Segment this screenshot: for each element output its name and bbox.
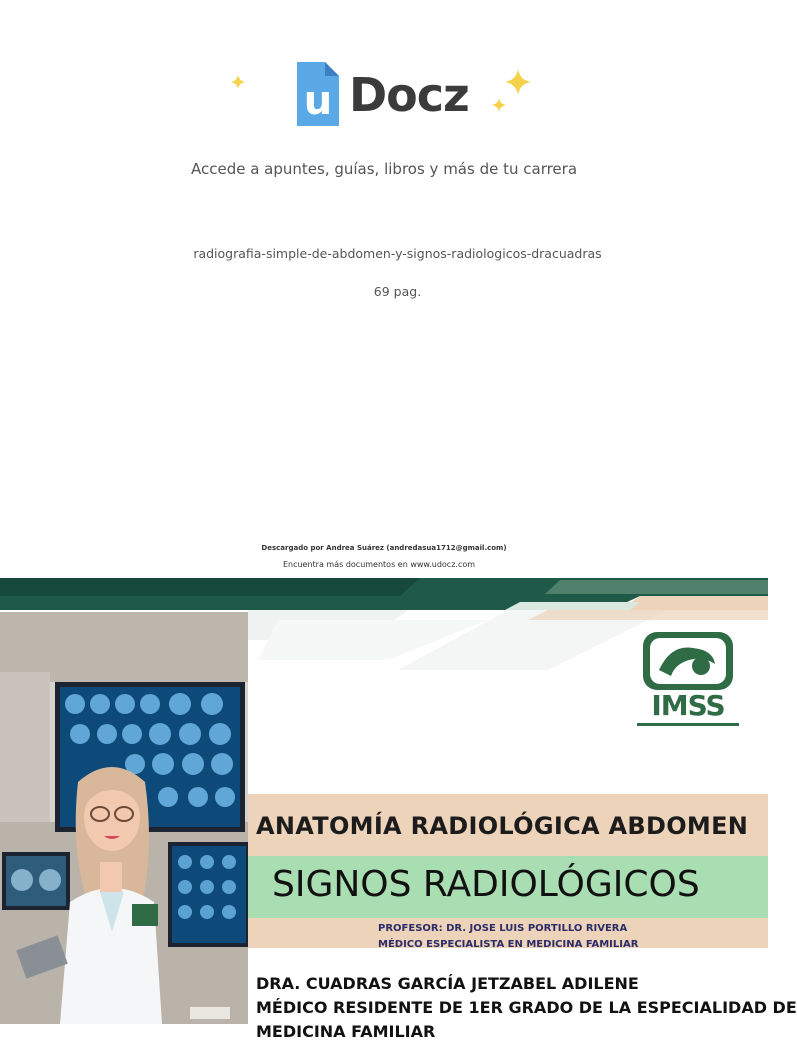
title-slide xyxy=(0,576,797,1041)
imss-eagle-icon xyxy=(641,630,735,692)
logo-letter: u xyxy=(303,78,333,124)
page-count: 69 pag. xyxy=(373,284,422,299)
imss-logo xyxy=(635,628,741,738)
document-logo-icon xyxy=(293,58,343,130)
doctor-illustration xyxy=(0,612,248,1024)
sparkle-icon xyxy=(231,75,245,89)
more-documents-link[interactable]: Encuentra más documentos en www.udocz.com xyxy=(282,560,476,569)
downloaded-by-note: Descargado por Andrea Suárez (andredasua1712@gmail.com) xyxy=(261,544,507,552)
tagline: Accede a apuntes, guías, libros y más de tu carrera xyxy=(190,160,578,178)
sparkle-icon-large xyxy=(505,69,531,95)
author-name: DRA. CUADRAS GARCÍA JETZABEL ADILENE xyxy=(256,974,639,993)
sparkle-icon-small xyxy=(492,98,506,112)
author-info xyxy=(256,972,797,1044)
slide-subject: ANATOMÍA RADIOLÓGICA ABDOMEN xyxy=(256,812,749,840)
udocz-logo[interactable] xyxy=(293,56,483,134)
subject-band xyxy=(248,794,768,856)
imss-subtitle-line xyxy=(637,723,739,726)
slide-header-bar xyxy=(0,576,768,610)
professor-role: MÉDICO ESPECIALISTA EN MEDICINA FAMILIAR xyxy=(378,939,639,950)
professor-info xyxy=(378,921,638,953)
professor-name: PROFESOR: DR. JOSE LUIS PORTILLO RIVERA xyxy=(378,923,628,934)
author-role: MÉDICO RESIDENTE DE 1ER GRADO DE LA ESPECIALIDAD DE xyxy=(256,998,797,1017)
imss-wordmark: IMSS xyxy=(651,689,725,722)
title-band xyxy=(248,856,768,918)
logo-wordmark: Docz xyxy=(349,68,469,122)
slide-title: SIGNOS RADIOLÓGICOS xyxy=(272,864,700,905)
document-name: radiografia-simple-de-abdomen-y-signos-radiologicos-dracuadras xyxy=(193,246,602,261)
author-role-continued: MEDICINA FAMILIAR xyxy=(256,1022,436,1041)
